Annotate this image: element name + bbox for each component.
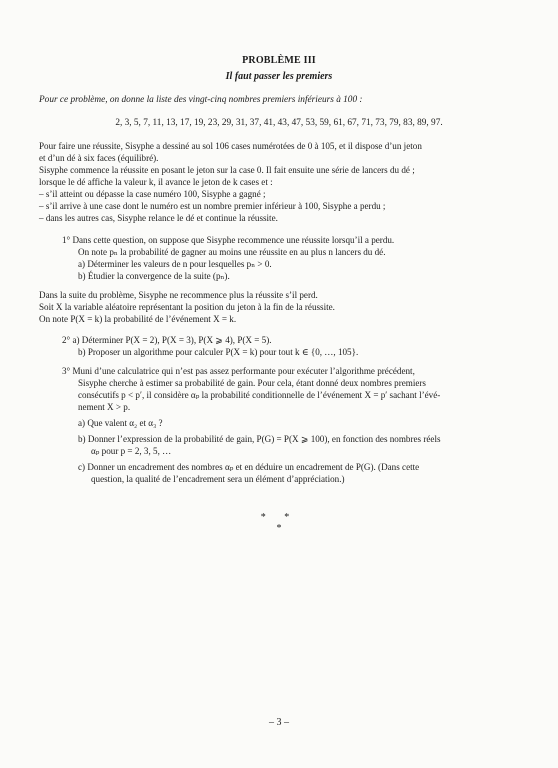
setup-line: et d’un dé à six faces (équilibré). <box>39 153 159 163</box>
question-1 <box>62 234 522 282</box>
question-2b: b) Proposer un algorithme pour calculer P(X = k) pour tout k ∈ {0, …, 105}. <box>78 347 359 357</box>
question-3a: a) Que valent α₂ et α₃ ? <box>78 418 163 428</box>
question-2 <box>62 334 522 358</box>
question-3b-continued: αₚ pour p = 2, 3, 5, … <box>91 446 172 456</box>
end-stars-top: * * <box>260 512 298 523</box>
question-2a: 2° a) Déterminer P(X = 2), P(X = 3), P(X ⩾ 4), P(X = 5). <box>62 335 272 345</box>
question-3-line: 3° Muni d’une calculatrice qui n’est pas assez performante pour exécuter l’algorithme précédent, <box>62 366 415 376</box>
question-3 <box>62 365 522 485</box>
question-1-definition: On note pₙ la probabilité de gagner au moins une réussite en au plus n lancers du dé. <box>78 247 386 257</box>
middle-paragraph <box>39 289 524 325</box>
intro-sentence: Pour ce problème, on donne la liste des vingt-cinq nombres premiers inférieurs à 100 : <box>39 95 363 105</box>
middle-line: On note P(X = k) la probabilité de l’événement X = k. <box>39 314 237 324</box>
question-3c: c) Donner un encadrement des nombres αₚ et en déduire un encadrement de P(G). (Dans cette <box>78 462 420 472</box>
middle-line: Dans la suite du problème, Sisyphe ne recommence plus la réussite s’il perd. <box>39 290 318 300</box>
end-star-bottom: * <box>276 523 282 534</box>
rule-item: – s’il arrive à une case dont le numéro est un nombre premier inférieur à 100, Sisyphe a perdu ; <box>39 201 386 211</box>
question-3b: b) Donner l’expression de la probabilité de gain, P(G) = P(X ⩾ 100), en fonction des nombres réels <box>78 434 441 444</box>
question-3-line: nement X > p. <box>78 402 131 412</box>
question-1a: a) Déterminer les valeurs de n pour lesquelles pₙ > 0. <box>78 259 272 269</box>
question-3-line: Sisyphe cherche à estimer sa probabilité de gain. Pour cela, étant donné deux nombres premiers <box>78 378 426 388</box>
setup-line: Pour faire une réussite, Sisyphe a dessiné au sol 106 cases numérotées de 0 à 105, et il dispose d’un jeton <box>39 141 422 151</box>
question-1-statement: 1° Dans cette question, on suppose que Sisyphe recommence une réussite lorsqu’il a perdu. <box>62 235 395 245</box>
problem-title: PROBLÈME III <box>242 55 316 66</box>
question-3-line: consécutifs p < p′, il considère αₚ la probabilité conditionnelle de l’événement X = p′ sachant l’évé- <box>78 390 441 400</box>
rule-item: – s’il atteint ou dépasse la case numéro 100, Sisyphe a gagné ; <box>39 189 266 199</box>
setup-paragraph <box>39 140 524 224</box>
primes-list: 2, 3, 5, 7, 11, 13, 17, 19, 23, 29, 31, 37, 41, 43, 47, 53, 59, 61, 67, 71, 73, 79, 83, 89, 97. <box>115 118 443 128</box>
setup-line: Sisyphe commence la réussite en posant le jeton sur la case 0. Il fait ensuite une série de lancers du dé ; <box>39 165 415 175</box>
middle-line: Soit X la variable aléatoire représentant la position du jeton à la fin de la réussite. <box>39 302 335 312</box>
setup-line: lorsque le dé affiche la valeur k, il avance le jeton de k cases et : <box>39 177 273 187</box>
page-number: – 3 – <box>269 717 289 728</box>
problem-subtitle: Il faut passer les premiers <box>225 71 333 82</box>
question-1b: b) Étudier la convergence de la suite (pₙ). <box>78 271 230 281</box>
question-3c-continued: question, la qualité de l’encadrement sera un élément d’appréciation.) <box>91 474 345 484</box>
rule-item: – dans les autres cas, Sisyphe relance le dé et continue la réussite. <box>39 213 278 223</box>
